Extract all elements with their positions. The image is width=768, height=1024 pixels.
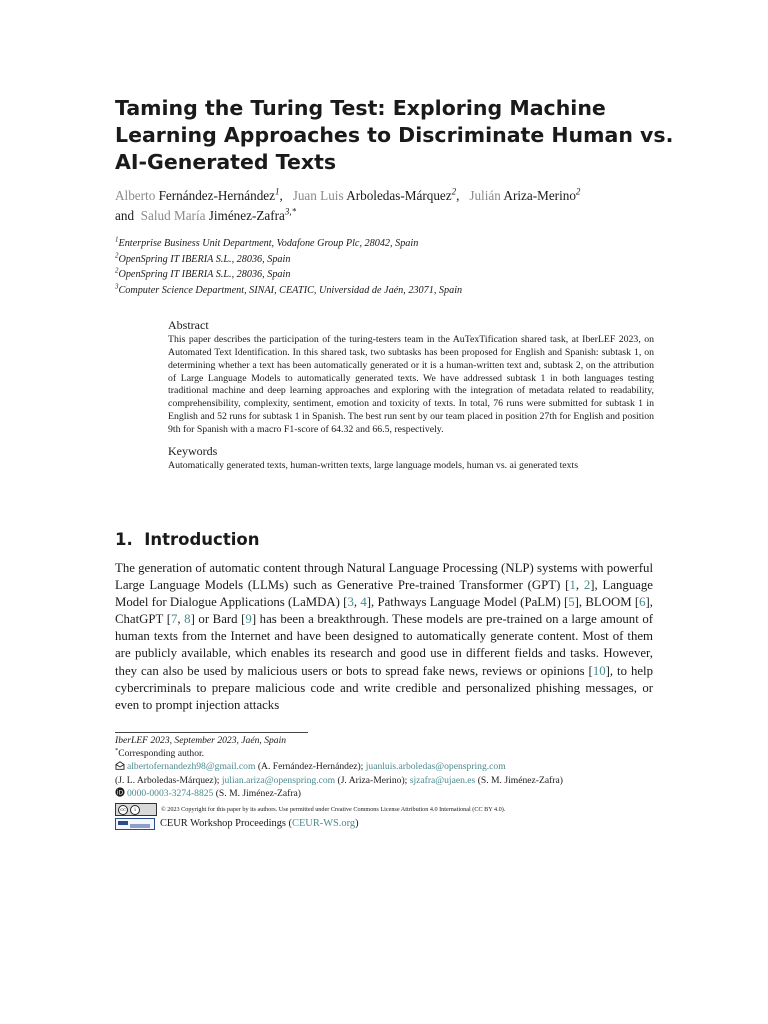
venue-note: IberLEF 2023, September 2023, Jaén, Spain [115,735,287,746]
citation-link[interactable]: 1 [569,578,576,593]
citation-link[interactable]: 10 [592,663,606,678]
email-link-ariza[interactable]: julian.ariza@openspring.com [221,775,336,786]
affiliations [115,236,675,298]
ceur-text: CEUR Workshop Proceedings (CEUR-WS.org) [160,818,359,829]
affiliation-2: $^2$OpenSpring IT IBERIA S.L., 28036, Spain [115,252,291,265]
ceur-row [115,813,359,827]
author-3: Julián Ariza-Merino$^2$ [469,186,581,203]
keywords-heading: Keywords [168,443,218,458]
keywords-text: Automatically generated texts, human-written texts, large language models, human vs. ai generated texts [168,459,579,471]
citation-link[interactable]: 8 [184,612,191,627]
license-text: © 2023 Copyright for this paper by its authors. Use permitted under Creative Commons License Attribution 4.0 International (CC BY 4.0). [161,806,506,813]
paper-title: Taming the Turing Test: Exploring Machine Learning Approaches to Discriminate Human vs. AI-Generated Texts [115,96,674,174]
author-and: and [115,207,135,223]
citation-link[interactable]: 6 [639,595,646,610]
affiliation-4: $^3$Computer Science Department, SINAI, CEATIC, Universidad de Jaén, 23071, Spain [115,283,463,296]
intro-text-run: ] or Bard [ [190,612,246,627]
corresponding-note: *Corresponding author. [115,746,205,759]
intro-text-run: ], ChatGPT [ [115,595,653,627]
citation-link[interactable]: 4 [360,595,367,610]
intro-text-run: ], to help cybercriminals to prepare malicious code and write credible and personalized phishing messages, or even to prompt injection attacks [115,663,653,712]
email-line-2: (J. L. Arboledas-Márquez); julian.ariza@openspring.com (J. Ariza-Merino); sjzafra@ujaen.es (S. M. Jiménez-Zafra) [115,775,563,786]
intro-text-run: ], Pathways Language Model (PaLM) [ [366,595,569,610]
email-line-1: albertofernandezh98@gmail.com (A. Fernández-Hernández); juanluis.arboledas@openspring.com [115,760,660,774]
abstract-block [168,318,654,473]
orcid-link[interactable]: 0000-0003-3274-8825 [127,788,214,799]
license-row [115,799,681,812]
footnote-rule [115,732,308,733]
intro-text-run: , [575,578,584,593]
author-4: Salud María Jiménez-Zafra$^{3,*}$ [140,206,297,223]
intro-text-run: The generation of automatic content through Natural Language Processing (NLP) systems with powerful Large Language Models (LLMs) such as Generative Pre-trained Transformer (GPT) [ [115,561,653,593]
author-list [115,186,675,225]
svg-text:iD: iD [116,789,124,797]
footnotes [115,734,660,801]
ceur-logo-icon [115,818,155,830]
introduction-paragraph [115,560,653,714]
intro-text-run: ], BLOOM [ [574,595,640,610]
affiliation-1: $^1$Enterprise Business Unit Department, Vodafone Group Plc, 28042, Spain [115,236,419,249]
envelope-icon [115,761,125,774]
author-1: Alberto Fernández-Hernández$^1$, [115,186,283,203]
citation-link[interactable]: 7 [170,612,178,627]
citation-link[interactable]: 9 [245,612,252,627]
orcid-line: iD 0000-0003-3274-8825 (S. M. Jiménez-Zafra) [116,788,301,799]
email-link-fernandez[interactable]: albertofernandezh98@gmail.com [127,761,256,772]
email-link-arboledas[interactable]: juanluis.arboledas@openspring.com [365,761,506,772]
section-heading-introduction: 1. Introduction [115,530,260,549]
intro-text-run: ], Language Model for Dialogue Applications (LaMDA) [ [115,578,653,610]
abstract-heading: Abstract [168,318,209,332]
intro-text-run: ] has been a breakthrough. These models are pre-trained on a large amount of human texts from the Internet and have been designed to automatically generate content. Most of them are publicly available, which enables its research and good use in different fields and tasks. However, they can also be used by malicious users or bots to spread fake news, reviews or opinions [ [115,612,653,678]
ceur-link[interactable]: CEUR-WS.org [292,818,356,829]
abstract-text: This paper describes the participation of the turing-testers team in the AuTexTification shared task, at IberLEF 2023, on Automated Text Identification. In this shared task, two subtasks has been proposed for English and Spanish: subtask 1, on determining whether a text has been automatically generated or it is a human-written text and, subtask 2, on the attribution of Large Language Models to automatically generated texts. We have addressed subtask 1 in both languages testing traditional machine and deep learning approaches and exploring with the integration of metadata related to readability, comprehensibility, complexity, sentiment, emotion and toxicity of texts. In total, 76 runs were submitted for subtask 1 in English and 52 runs for subtask 1 in Spanish. The best run sent by our team placed in position 27th for English and position 9th for Spanish with a macro F1-score of 64.32 and 66.5, respectively. [168,334,654,435]
affiliation-3: $^2$OpenSpring IT IBERIA S.L., 28036, Spain [115,267,291,281]
citation-link[interactable]: 5 [568,595,575,610]
email-link-jimenez[interactable]: sjzafra@ujaen.es [409,775,476,786]
citation-link[interactable]: 2 [583,578,591,593]
intro-text-run: , [353,595,361,610]
citation-link[interactable]: 3 [347,595,354,610]
author-2: Juan Luis Arboledas-Márquez$^2$, [292,186,460,203]
cc-by-badge-icon: cc i [115,803,157,816]
intro-text-run: , [177,612,185,627]
